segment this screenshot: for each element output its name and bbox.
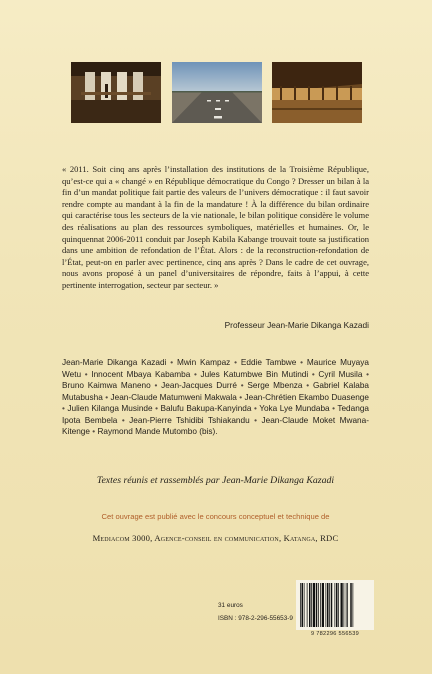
contributor: Jean-Jacques Durré <box>161 381 237 390</box>
barcode-bar <box>331 583 333 627</box>
back-cover-quote <box>62 164 369 292</box>
barcode-bar <box>307 583 308 627</box>
photo-runway <box>172 62 262 123</box>
barcode-bar <box>318 583 319 627</box>
contributor: Eddie Tambwe <box>240 358 297 367</box>
contributor: Jean-Claude Matumweni Makwala <box>110 392 237 402</box>
quote-text: « 2011. Soit cinq ans après l’installation des institutions de la Troisième République, qu’est-ce qui a « changé » en République démocratique du Congo ? Dresser un bilan à la fin d’un mandat politique fait partie des valeurs de l’univers démocratique : il faut savoir rendre compte au mandant à la fin de la mandature ! À la différence du bilan ordinaire qui caractérise tous les secteurs de la vie nationale, le bilan politique considère le volume des réalisations au plan des ressources symboliques, matérielles et humaines. Or, le quinquennat 2006-2011 conduit par Joseph Kabila Kabange trouvait toute sa justification dans une ambition de refondation de l’État. Alors : de la reconstruction-refondation de l’État, peut-on en parler avec pertinence, cinq ans après ? Dans le cadre de cet ouvrage, nous avons proposé à un panel d’universitaires de répondre, faits à l’appui, à cette pertinente interrogation, secteur par secteur. » <box>62 164 369 290</box>
barcode-bar <box>327 583 329 627</box>
barcode-bar <box>309 583 311 627</box>
barcode-bar <box>335 583 336 627</box>
contributor: Julien Kilanga Musinde <box>67 404 153 413</box>
photo-terminal-interior-icon <box>272 62 362 123</box>
contributor-list: Jean-Marie Dikanga Kazadi • Mwin Kampaz • Eddie Tambwe • Maurice Muyaya Wetu • Innocent Mbaya Kabamba • Jules Katumbwe Bin Mutindi • Cyril Musila • Bruno Kaimwa Maneno • Jean-Jacques Durré • Serge Mbenza • Gabriel Kalaba Mutabusha • Jean-Claude Matumweni Makwala • Jean-Chrétien Ekambo Duasenge • Julien Kilanga Musinde • Balufu Bakupa-Kanyinda • Yoka Lye Mundaba • Tedanga Ipota Bembela • Jean-Pierre Tshidibi Tshiakandu • Jean-Claude Moket Mwana-Kitenge • Raymond Mande Mutombo (bis). <box>62 358 369 436</box>
barcode-bar <box>338 583 339 627</box>
photo-empty-hall-icon <box>71 62 161 123</box>
barcode-bar <box>326 583 327 627</box>
contributor: Jean-Chrétien Ekambo Duasenge <box>244 392 369 402</box>
contributor: Bruno Kaimwa Maneno <box>62 381 151 390</box>
barcode-bar <box>353 583 354 627</box>
barcode-bar <box>311 583 312 627</box>
isbn: ISBN : 978-2-296-55653-9 <box>218 615 293 622</box>
editor-credit: Textes réunis et rassemblés par Jean-Marie Dikanga Kazadi <box>96 475 335 486</box>
quote-signature: Professeur Jean-Marie Dikanga Kazadi <box>224 320 369 330</box>
contributor: Raymond Mande Mutombo (bis). <box>97 427 218 436</box>
barcode-bar <box>320 583 321 627</box>
barcode-bar <box>341 583 343 627</box>
barcode-bar <box>313 583 315 627</box>
barcode-bar <box>344 583 345 627</box>
contributor: Jean-Claude Moket Mwana-Kitenge <box>62 415 369 436</box>
photo-empty-hall <box>71 62 161 123</box>
barcode-digits: 9 782296 556539 <box>310 631 360 637</box>
barcode-bar <box>329 583 330 627</box>
contributor: Cyril Musila <box>318 369 363 379</box>
contributor: Jean-Pierre Tshidibi Tshiakandu <box>129 415 250 425</box>
barcode-icon <box>296 580 374 630</box>
publisher-line: Mediacom 3000, Agence-conseil en communication, Katanga, RDC <box>92 533 339 543</box>
contributor: Yoka Lye Mundaba <box>259 404 330 413</box>
contributor: Tedanga Ipota Bembela <box>62 404 369 425</box>
barcode-bar <box>350 583 352 627</box>
contributor: Serge Mbenza <box>247 381 303 390</box>
photo-runway-icon <box>172 62 262 123</box>
photo-terminal-interior <box>272 62 362 123</box>
barcode-bar <box>304 583 305 627</box>
contributor: Balufu Bakupa-Kanyinda <box>160 404 252 413</box>
barcode-bar <box>336 583 338 627</box>
contributor: Jules Katumbwe Bin Mutindi <box>200 369 309 379</box>
barcode-image <box>296 580 374 630</box>
barcode-bar <box>346 583 347 627</box>
contributor: Innocent Mbaya Kabamba <box>91 369 191 379</box>
barcode-bar <box>347 583 348 627</box>
contributor: Jean-Marie Dikanga Kazadi <box>62 358 167 367</box>
contributor: Gabriel Kalaba Mutabusha <box>62 381 369 402</box>
barcode-bar <box>316 583 318 627</box>
barcode-bar <box>322 583 324 627</box>
contributor: Mwin Kampaz <box>176 358 231 367</box>
price: 31 euros <box>218 602 243 609</box>
contributor: Maurice Muyaya Wetu <box>62 358 369 379</box>
barcode-bar <box>302 583 304 627</box>
support-line: Cet ouvrage est publié avec le concours conceptuel et technique de <box>101 512 330 521</box>
barcode-bar <box>300 583 301 627</box>
